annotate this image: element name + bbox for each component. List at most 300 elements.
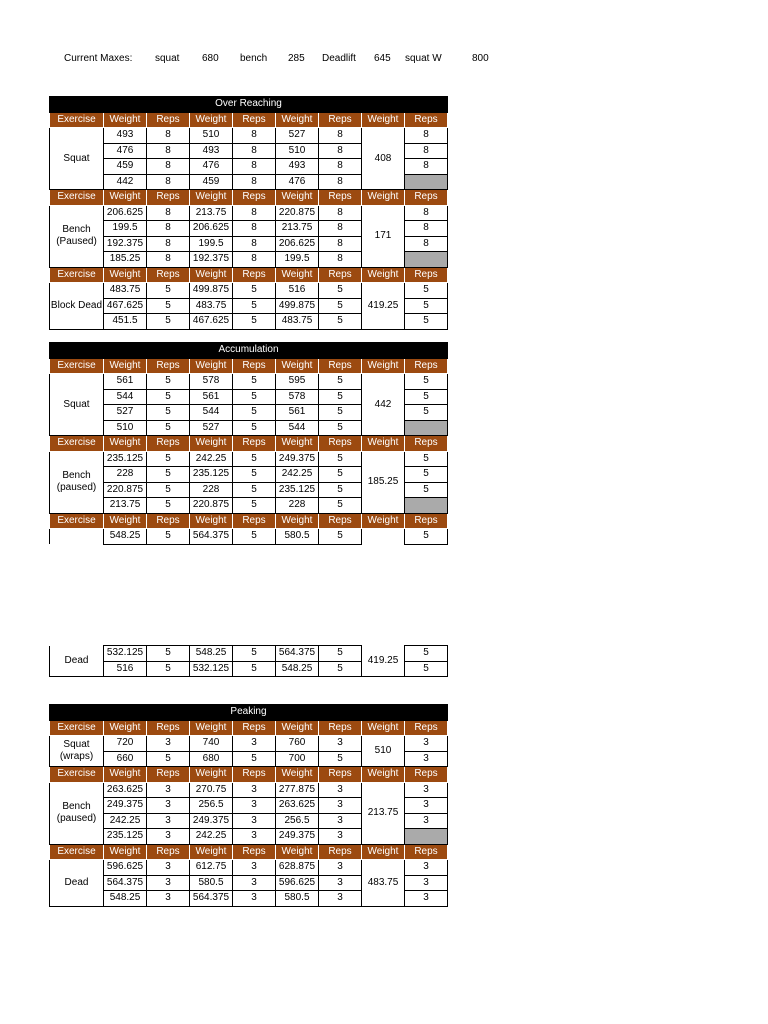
cell: 5 <box>233 314 276 330</box>
single-weight: 483.75 <box>362 860 405 907</box>
table-row <box>50 736 448 752</box>
cell: 3 <box>405 875 448 891</box>
cell: 5 <box>233 646 276 662</box>
header-reps: Reps <box>147 358 190 374</box>
header-row <box>50 720 448 736</box>
cell: 8 <box>233 221 276 237</box>
exercise-name: Bench (Paused) <box>50 205 104 267</box>
cell: 5 <box>147 529 190 545</box>
cell: 3 <box>405 736 448 752</box>
cell: 516 <box>276 283 319 299</box>
exercise-name: Squat (wraps) <box>50 736 104 767</box>
cell: 192.375 <box>104 236 147 252</box>
header-weight: Weight <box>276 112 319 128</box>
header-reps: Reps <box>233 844 276 860</box>
exercise-name-blank <box>50 529 104 545</box>
cell: 235.125 <box>276 482 319 498</box>
cell: 5 <box>147 661 190 677</box>
cell: 263.625 <box>104 782 147 798</box>
cell: 527 <box>104 405 147 421</box>
cell: 3 <box>147 875 190 891</box>
cell: 3 <box>147 782 190 798</box>
cell: 8 <box>405 205 448 221</box>
cell: 3 <box>405 782 448 798</box>
header-weight: Weight <box>362 767 405 783</box>
cell: 5 <box>319 389 362 405</box>
cell: 564.375 <box>190 891 233 907</box>
cell: 5 <box>233 661 276 677</box>
single-weight: 419.25 <box>362 283 405 330</box>
cell: 5 <box>147 389 190 405</box>
header-row <box>50 513 448 529</box>
cell: 277.875 <box>276 782 319 798</box>
accumulation-dead-continued-table <box>49 645 448 677</box>
exercise-name: Block Dead <box>50 283 104 330</box>
cell: 242.25 <box>276 467 319 483</box>
cell: 3 <box>405 860 448 876</box>
cell: 213.75 <box>104 498 147 514</box>
cell: 5 <box>319 283 362 299</box>
cell: 3 <box>233 813 276 829</box>
header-weight: Weight <box>190 190 233 206</box>
cell: 5 <box>147 283 190 299</box>
header-reps: Reps <box>147 190 190 206</box>
over-reaching-title: Over Reaching <box>50 97 448 113</box>
cell: 493 <box>276 159 319 175</box>
bench-max-value: 285 <box>288 53 305 64</box>
cell: 8 <box>233 159 276 175</box>
cell: 249.375 <box>276 451 319 467</box>
gray-cell <box>405 829 448 845</box>
header-reps: Reps <box>319 267 362 283</box>
single-weight-blank <box>362 529 405 545</box>
cell: 5 <box>405 314 448 330</box>
header-weight: Weight <box>104 190 147 206</box>
header-weight: Weight <box>104 358 147 374</box>
cell: 527 <box>276 128 319 144</box>
cell: 5 <box>405 405 448 421</box>
cell: 740 <box>190 736 233 752</box>
cell: 199.5 <box>104 221 147 237</box>
cell: 5 <box>147 467 190 483</box>
cell: 5 <box>233 374 276 390</box>
cell: 8 <box>147 236 190 252</box>
cell: 8 <box>147 174 190 190</box>
header-reps: Reps <box>319 358 362 374</box>
cell: 8 <box>147 252 190 268</box>
cell: 5 <box>233 498 276 514</box>
header-weight: Weight <box>362 436 405 452</box>
header-weight: Weight <box>190 358 233 374</box>
accumulation-table <box>49 342 448 545</box>
cell: 5 <box>405 451 448 467</box>
header-weight: Weight <box>190 513 233 529</box>
cell: 5 <box>405 374 448 390</box>
single-weight: 442 <box>362 374 405 436</box>
header-reps: Reps <box>319 190 362 206</box>
header-weight: Weight <box>276 720 319 736</box>
cell: 483.75 <box>104 283 147 299</box>
cell: 270.75 <box>190 782 233 798</box>
cell: 510 <box>104 420 147 436</box>
header-weight: Weight <box>190 112 233 128</box>
cell: 8 <box>319 221 362 237</box>
cell: 256.5 <box>276 813 319 829</box>
header-weight: Weight <box>190 720 233 736</box>
header-reps: Reps <box>319 844 362 860</box>
header-reps: Reps <box>147 267 190 283</box>
cell: 8 <box>319 252 362 268</box>
header-reps: Reps <box>405 112 448 128</box>
cell: 256.5 <box>190 798 233 814</box>
cell: 720 <box>104 736 147 752</box>
cell: 544 <box>276 420 319 436</box>
cell: 206.625 <box>190 221 233 237</box>
cell: 5 <box>319 751 362 767</box>
table-row <box>50 283 448 299</box>
cell: 8 <box>233 252 276 268</box>
cell: 8 <box>147 128 190 144</box>
cell: 561 <box>276 405 319 421</box>
exercise-name: Dead <box>50 860 104 907</box>
cell: 8 <box>319 128 362 144</box>
cell: 483.75 <box>190 298 233 314</box>
header-weight: Weight <box>362 513 405 529</box>
cell: 5 <box>147 646 190 662</box>
cell: 8 <box>147 159 190 175</box>
header-weight: Weight <box>276 436 319 452</box>
cell: 5 <box>319 646 362 662</box>
cell: 544 <box>104 389 147 405</box>
cell: 8 <box>147 221 190 237</box>
cell: 5 <box>319 498 362 514</box>
cell: 3 <box>233 829 276 845</box>
cell: 3 <box>319 782 362 798</box>
header-reps: Reps <box>233 436 276 452</box>
cell: 483.75 <box>276 314 319 330</box>
cell: 199.5 <box>276 252 319 268</box>
cell: 3 <box>319 736 362 752</box>
cell: 263.625 <box>276 798 319 814</box>
header-reps: Reps <box>405 767 448 783</box>
header-exercise: Exercise <box>50 267 104 283</box>
header-weight: Weight <box>104 767 147 783</box>
header-exercise: Exercise <box>50 513 104 529</box>
header-reps: Reps <box>233 112 276 128</box>
cell: 5 <box>147 451 190 467</box>
header-weight: Weight <box>362 112 405 128</box>
table-row <box>50 128 448 144</box>
cell: 5 <box>319 298 362 314</box>
gray-cell <box>405 252 448 268</box>
header-reps: Reps <box>233 767 276 783</box>
table-row <box>50 374 448 390</box>
cell: 5 <box>233 467 276 483</box>
cell: 3 <box>233 891 276 907</box>
header-reps: Reps <box>233 513 276 529</box>
cell: 235.125 <box>104 451 147 467</box>
cell: 561 <box>190 389 233 405</box>
cell: 3 <box>319 860 362 876</box>
cell: 578 <box>190 374 233 390</box>
header-reps: Reps <box>233 267 276 283</box>
header-weight: Weight <box>190 267 233 283</box>
gray-cell <box>405 174 448 190</box>
cell: 3 <box>147 736 190 752</box>
cell: 5 <box>319 661 362 677</box>
cell: 548.25 <box>104 529 147 545</box>
cell: 760 <box>276 736 319 752</box>
header-reps: Reps <box>233 720 276 736</box>
header-weight: Weight <box>104 267 147 283</box>
cell: 8 <box>147 143 190 159</box>
cell: 8 <box>405 143 448 159</box>
cell: 8 <box>319 174 362 190</box>
cell: 5 <box>233 298 276 314</box>
deadlift-max-value: 645 <box>374 53 391 64</box>
cell: 3 <box>147 798 190 814</box>
exercise-name: Bench (paused) <box>50 782 104 844</box>
cell: 3 <box>319 875 362 891</box>
cell: 700 <box>276 751 319 767</box>
cell: 213.75 <box>276 221 319 237</box>
header-row <box>50 844 448 860</box>
exercise-name: Squat <box>50 374 104 436</box>
cell: 213.75 <box>190 205 233 221</box>
header-row <box>50 436 448 452</box>
header-reps: Reps <box>319 767 362 783</box>
header-exercise: Exercise <box>50 767 104 783</box>
header-row <box>50 267 448 283</box>
cell: 5 <box>147 498 190 514</box>
cell: 3 <box>233 798 276 814</box>
cell: 5 <box>319 314 362 330</box>
cell: 5 <box>405 529 448 545</box>
cell: 8 <box>405 128 448 144</box>
cell: 192.375 <box>190 252 233 268</box>
cell: 564.375 <box>104 875 147 891</box>
header-reps: Reps <box>147 436 190 452</box>
header-weight: Weight <box>104 844 147 860</box>
header-weight: Weight <box>362 267 405 283</box>
single-weight: 185.25 <box>362 451 405 513</box>
header-weight: Weight <box>190 436 233 452</box>
cell: 532.125 <box>190 661 233 677</box>
cell: 596.625 <box>276 875 319 891</box>
cell: 5 <box>319 374 362 390</box>
cell: 3 <box>405 751 448 767</box>
cell: 242.25 <box>104 813 147 829</box>
header-weight: Weight <box>104 720 147 736</box>
cell: 8 <box>233 205 276 221</box>
peaking-table <box>49 704 448 907</box>
header-weight: Weight <box>362 844 405 860</box>
bench-max-label: bench <box>240 53 268 64</box>
squatw-max-label: squat W <box>405 53 442 64</box>
cell: 499.875 <box>190 283 233 299</box>
cell: 442 <box>104 174 147 190</box>
cell: 199.5 <box>190 236 233 252</box>
header-reps: Reps <box>319 436 362 452</box>
cell: 5 <box>319 467 362 483</box>
cell: 3 <box>233 860 276 876</box>
cell: 8 <box>233 143 276 159</box>
cell: 660 <box>104 751 147 767</box>
cell: 5 <box>319 482 362 498</box>
cell: 5 <box>233 482 276 498</box>
cell: 493 <box>190 143 233 159</box>
cell: 5 <box>319 529 362 545</box>
header-reps: Reps <box>147 767 190 783</box>
cell: 3 <box>319 891 362 907</box>
current-maxes-row <box>0 53 768 67</box>
cell: 8 <box>405 221 448 237</box>
header-reps: Reps <box>147 844 190 860</box>
header-reps: Reps <box>233 358 276 374</box>
header-weight: Weight <box>362 720 405 736</box>
single-weight: 213.75 <box>362 782 405 844</box>
header-row <box>50 112 448 128</box>
cell: 476 <box>276 174 319 190</box>
cell: 548.25 <box>276 661 319 677</box>
header-weight: Weight <box>104 436 147 452</box>
cell: 532.125 <box>104 646 147 662</box>
squatw-max-value: 800 <box>472 53 489 64</box>
header-exercise: Exercise <box>50 358 104 374</box>
header-exercise: Exercise <box>50 436 104 452</box>
cell: 580.5 <box>276 891 319 907</box>
cell: 3 <box>147 813 190 829</box>
cell: 220.875 <box>276 205 319 221</box>
cell: 8 <box>405 159 448 175</box>
cell: 5 <box>147 405 190 421</box>
cell: 5 <box>147 314 190 330</box>
accumulation-title: Accumulation <box>50 343 448 359</box>
cell: 5 <box>319 420 362 436</box>
cell: 220.875 <box>104 482 147 498</box>
cell: 467.625 <box>190 314 233 330</box>
cell: 8 <box>319 205 362 221</box>
single-weight: 408 <box>362 128 405 190</box>
current-maxes-label: Current Maxes: <box>64 53 133 64</box>
header-reps: Reps <box>319 513 362 529</box>
cell: 235.125 <box>104 829 147 845</box>
header-reps: Reps <box>319 720 362 736</box>
table-row <box>50 646 448 662</box>
cell: 5 <box>233 405 276 421</box>
header-weight: Weight <box>276 358 319 374</box>
header-reps: Reps <box>405 190 448 206</box>
header-reps: Reps <box>233 190 276 206</box>
header-weight: Weight <box>104 112 147 128</box>
cell: 8 <box>233 128 276 144</box>
header-row <box>50 767 448 783</box>
cell: 544 <box>190 405 233 421</box>
cell: 564.375 <box>276 646 319 662</box>
cell: 8 <box>147 205 190 221</box>
header-exercise: Exercise <box>50 720 104 736</box>
cell: 228 <box>276 498 319 514</box>
cell: 5 <box>405 661 448 677</box>
cell: 510 <box>190 128 233 144</box>
header-reps: Reps <box>147 112 190 128</box>
cell: 206.625 <box>276 236 319 252</box>
cell: 235.125 <box>190 467 233 483</box>
cell: 5 <box>233 751 276 767</box>
header-reps: Reps <box>319 112 362 128</box>
cell: 249.375 <box>190 813 233 829</box>
cell: 580.5 <box>276 529 319 545</box>
cell: 548.25 <box>190 646 233 662</box>
exercise-name: Dead <box>50 646 104 677</box>
header-exercise: Exercise <box>50 112 104 128</box>
header-weight: Weight <box>190 767 233 783</box>
cell: 5 <box>405 283 448 299</box>
cell: 3 <box>405 798 448 814</box>
cell: 516 <box>104 661 147 677</box>
header-row <box>50 190 448 206</box>
cell: 527 <box>190 420 233 436</box>
header-reps: Reps <box>147 513 190 529</box>
cell: 5 <box>147 298 190 314</box>
header-weight: Weight <box>190 844 233 860</box>
cell: 467.625 <box>104 298 147 314</box>
cell: 5 <box>405 646 448 662</box>
header-reps: Reps <box>405 513 448 529</box>
cell: 578 <box>276 389 319 405</box>
cell: 561 <box>104 374 147 390</box>
cell: 476 <box>190 159 233 175</box>
gray-cell <box>405 420 448 436</box>
squat-max-label: squat <box>155 53 180 64</box>
cell: 628.875 <box>276 860 319 876</box>
header-reps: Reps <box>405 720 448 736</box>
over-reaching-table <box>49 96 448 330</box>
cell: 5 <box>233 529 276 545</box>
cell: 510 <box>276 143 319 159</box>
header-reps: Reps <box>405 436 448 452</box>
cell: 5 <box>147 751 190 767</box>
cell: 8 <box>405 236 448 252</box>
cell: 228 <box>104 467 147 483</box>
cell: 3 <box>233 736 276 752</box>
cell: 548.25 <box>104 891 147 907</box>
gray-cell <box>405 498 448 514</box>
cell: 5 <box>147 374 190 390</box>
cell: 3 <box>233 875 276 891</box>
cell: 5 <box>233 389 276 405</box>
header-weight: Weight <box>276 513 319 529</box>
squat-max-value: 680 <box>202 53 219 64</box>
cell: 3 <box>405 813 448 829</box>
cell: 3 <box>147 860 190 876</box>
table-row <box>50 451 448 467</box>
exercise-name: Squat <box>50 128 104 190</box>
cell: 5 <box>147 420 190 436</box>
cell: 8 <box>233 174 276 190</box>
cell: 3 <box>147 891 190 907</box>
table-row <box>50 860 448 876</box>
table-row <box>50 782 448 798</box>
cell: 499.875 <box>276 298 319 314</box>
cell: 5 <box>405 298 448 314</box>
cell: 8 <box>233 236 276 252</box>
cell: 249.375 <box>104 798 147 814</box>
cell: 5 <box>233 283 276 299</box>
cell: 612.75 <box>190 860 233 876</box>
header-weight: Weight <box>276 190 319 206</box>
cell: 5 <box>147 482 190 498</box>
